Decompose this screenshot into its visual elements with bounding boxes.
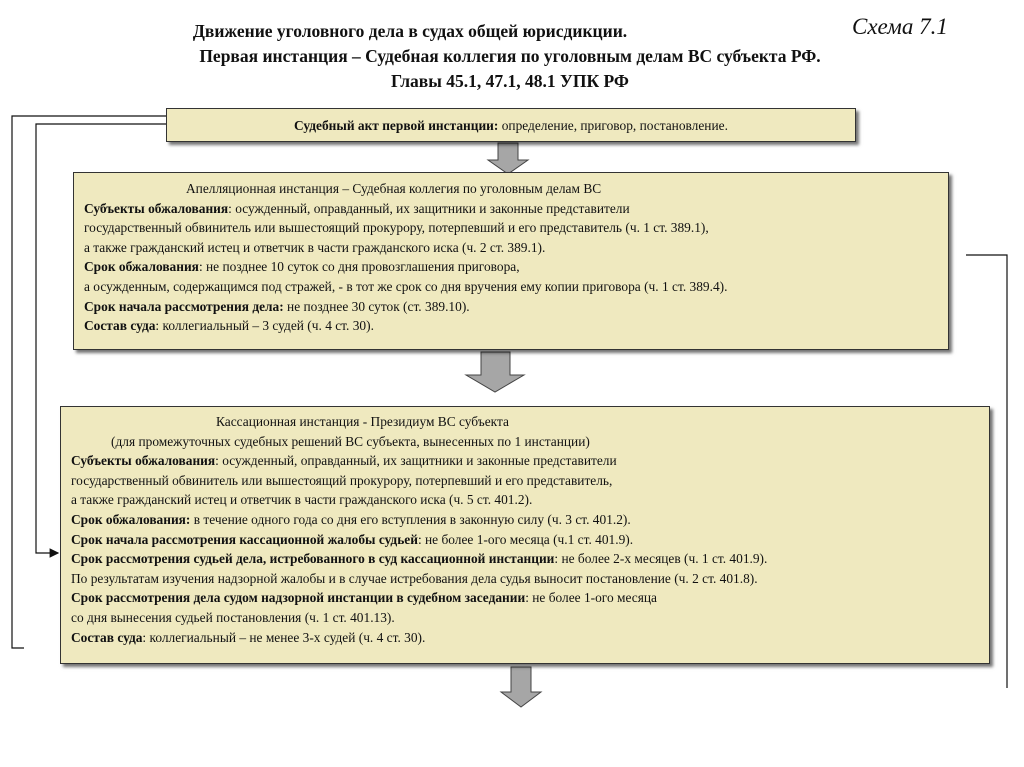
title-line-3: Главы 45.1, 47.1, 48.1 УПК РФ xyxy=(391,71,629,91)
appeal-instance-box xyxy=(73,172,949,350)
cassation-line-2: государственный обвинитель или вышестоящий прокурору, потерпевший и его представитель, xyxy=(71,472,613,488)
cassation-line-10 xyxy=(71,628,979,648)
cassation-line-4-text: в течение одного года со дня его вступления в законную силу (ч. 3 ст. 401.2). xyxy=(190,511,631,527)
title-line-2: Первая инстанция – Судебная коллегия по уголовным делам ВС субъекта РФ. xyxy=(199,46,821,66)
cassation-line-6-text: : не более 2-х месяцев (ч. 1 ст. 401.9). xyxy=(554,551,768,567)
title-line-1: Движение уголовного дела в судах общей юрисдикции. xyxy=(192,21,628,41)
first-instance-box xyxy=(166,108,856,142)
first-instance-label: Судебный акт первой инстанции: xyxy=(294,118,499,133)
down-arrow-3 xyxy=(501,667,541,707)
cassation-line-5-text: : не более 1-ого месяца (ч.1 ст. 401.9). xyxy=(417,531,634,547)
down-arrow-1 xyxy=(488,143,528,174)
appeal-line-7-text: : коллегиальный – 3 судей (ч. 4 ст. 30). xyxy=(155,318,374,334)
appeal-line-7-label: Состав суда xyxy=(84,318,156,334)
cassation-line-4 xyxy=(71,510,979,530)
appeal-line-6-text: не позднее 30 суток (ст. 389.10). xyxy=(283,298,470,314)
cassation-subheading: (для промежуточных судебных решений ВС субъекта, вынесенных по 1 инстанции) xyxy=(111,433,590,449)
cassation-line-1-text: : осужденный, оправданный, их защитники и законные представители xyxy=(215,453,617,469)
cassation-line-8-text: : не более 1-ого месяца xyxy=(525,590,657,606)
first-instance-text: определение, приговор, постановление. xyxy=(498,118,728,133)
schema-label: Схема 7.1 xyxy=(852,14,948,39)
cassation-line-8 xyxy=(71,588,979,608)
cassation-line-5 xyxy=(71,530,979,550)
cassation-line-10-text: : коллегиальный – не менее 3-х судей (ч. 4 ст. 30). xyxy=(142,629,426,645)
appeal-line-4-text: : не позднее 10 суток со дня провозглашения приговора, xyxy=(198,259,520,275)
appeal-heading: Апелляционная инстанция – Судебная коллегия по уголовным делам ВС xyxy=(186,181,602,196)
cassation-line-1 xyxy=(71,451,979,471)
appeal-line-1-label: Субъекты обжалования xyxy=(84,200,229,216)
cassation-line-9: со дня вынесения судьей постановления (ч. 1 ст. 401.13). xyxy=(71,609,395,625)
cassation-instance-box xyxy=(60,406,990,664)
appeal-line-3: а также гражданский истец и ответчик в части гражданского иска (ч. 2 ст. 389.1). xyxy=(84,239,546,255)
appeal-line-4 xyxy=(84,257,938,277)
appeal-line-5: а осужденным, содержащимся под стражей, - в тот же срок со дня вручения ему копии приговора (ч. 1 ст. 389.4). xyxy=(84,278,728,294)
appeal-line-6 xyxy=(84,297,938,317)
cassation-line-3: а также гражданский истец и ответчик в части гражданского иска (ч. 5 ст. 401.2). xyxy=(71,492,533,508)
appeal-line-2: государственный обвинитель или вышестоящий прокурору, потерпевший и его представитель (ч. 1 ст. 389.1), xyxy=(84,220,709,236)
cassation-line-8-label: Срок рассмотрения дела судом надзорной инстанции в судебном заседании xyxy=(71,590,526,606)
cassation-line-7: По результатам изучения надзорной жалобы и в случае истребования дела судья выносит постановление (ч. 2 ст. 401.8). xyxy=(71,570,758,586)
appeal-line-1-text: : осужденный, оправданный, их защитники и законные представители xyxy=(228,200,630,216)
down-arrow-2 xyxy=(466,352,524,392)
cassation-line-10-label: Состав суда xyxy=(71,629,143,645)
cassation-line-5-label: Срок начала рассмотрения кассационной жалобы судьей xyxy=(71,531,418,547)
appeal-line-4-label: Срок обжалования xyxy=(84,259,199,275)
cassation-line-6-label: Срок рассмотрения судьей дела, истребованного в суд кассационной инстанции xyxy=(71,551,555,567)
cassation-heading: Кассационная инстанция - Президиум ВС субъекта xyxy=(216,414,509,429)
cassation-line-6 xyxy=(71,549,979,569)
cassation-line-1-label: Субъекты обжалования xyxy=(71,453,216,469)
appeal-line-7 xyxy=(84,316,938,336)
appeal-line-6-label: Срок начала рассмотрения дела: xyxy=(84,298,284,314)
appeal-line-1 xyxy=(84,199,938,219)
cassation-line-4-label: Срок обжалования: xyxy=(71,511,191,527)
